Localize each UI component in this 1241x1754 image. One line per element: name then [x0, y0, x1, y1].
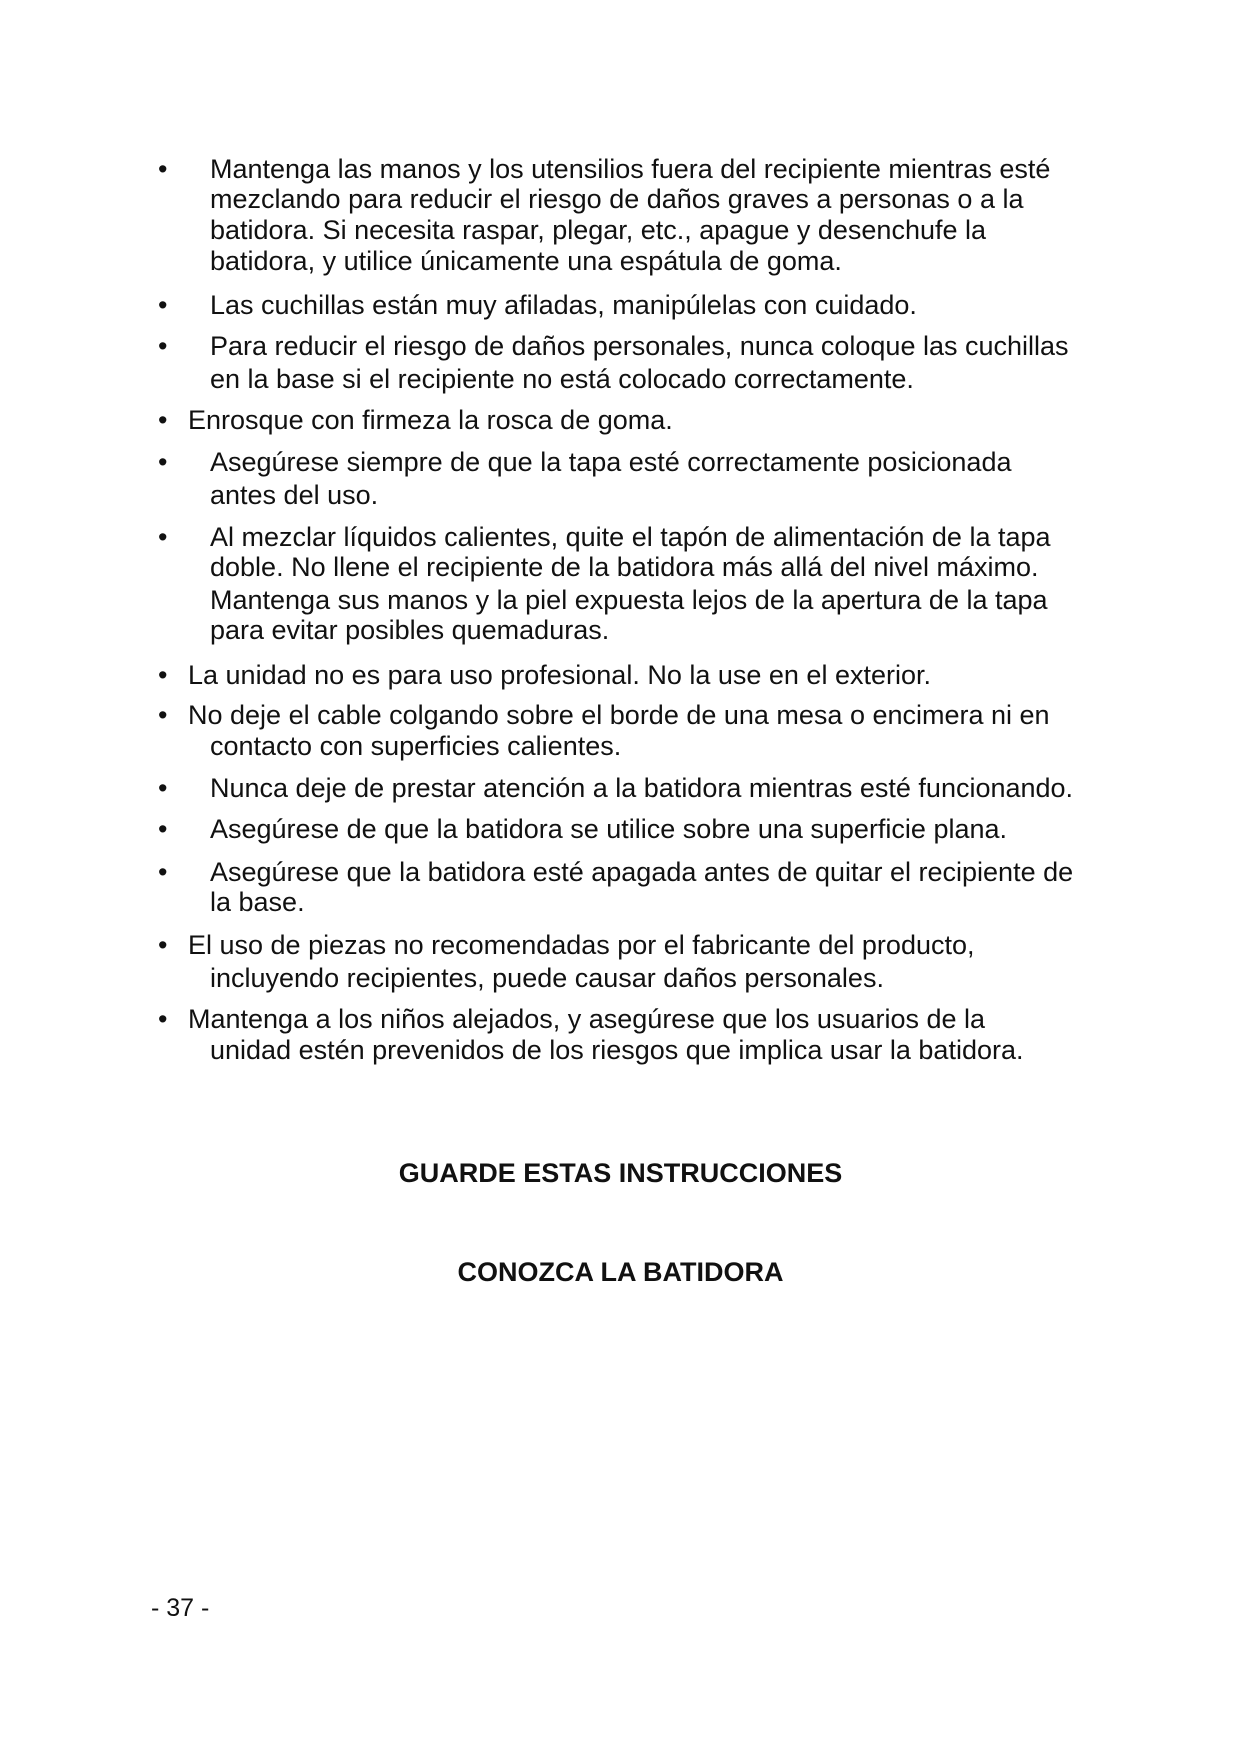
list-item-text: Las cuchillas están muy afiladas, manipúlelas con cuidado.: [210, 290, 917, 320]
save-instructions-heading: GUARDE ESTAS INSTRUCCIONES: [398, 1158, 843, 1188]
list-item-text: Para reducir el riesgo de daños personales, nunca coloque las cuchillas en la base si el recipiente no está colocado correctamente.: [210, 331, 1069, 394]
bullet-icon: •: [158, 331, 168, 361]
bullet-icon: •: [158, 773, 168, 803]
list-item-text: La unidad no es para uso profesional. No la use en el exterior.: [188, 660, 931, 690]
list-item-text: Mantenga las manos y los utensilios fuera del recipiente mientras esté mezclando para reducir el riesgo de daños graves a personas o a la batidora. Si necesita raspar, plegar, etc., apague y desenchufe la batidora, y utilice únicamente una espátula de goma.: [210, 154, 1051, 276]
bullet-icon: •: [158, 700, 168, 730]
bullet-icon: •: [158, 290, 168, 320]
list-item-text: Asegúrese de que la batidora se utilice sobre una superficie plana.: [210, 814, 1008, 844]
bullet-icon: •: [158, 447, 168, 477]
list-item-text: Asegúrese siempre de que la tapa esté correctamente posicionada antes del uso.: [210, 447, 1012, 510]
list-item-text: El uso de piezas no recomendadas por el fabricante del producto, incluyendo recipientes, puede causar daños personales.: [188, 930, 975, 993]
list-item-text: Asegúrese que la batidora esté apagada antes de quitar el recipiente de la base.: [210, 857, 1074, 917]
bullet-icon: •: [158, 814, 168, 844]
bullet-icon: •: [158, 154, 168, 184]
bullet-icon: •: [158, 1004, 168, 1034]
list-item-text: Enrosque con firmeza la rosca de goma.: [188, 405, 673, 435]
bullet-icon: •: [158, 522, 168, 552]
bullet-icon: •: [158, 405, 168, 435]
know-blender-heading: CONOZCA LA BATIDORA: [457, 1257, 784, 1287]
list-item-text: Nunca deje de prestar atención a la batidora mientras esté funcionando.: [210, 773, 1074, 803]
bullet-icon: •: [158, 930, 168, 960]
bullet-icon: •: [158, 857, 168, 887]
list-item-text: No deje el cable colgando sobre el borde de una mesa o encimera ni en contacto con superficies calientes.: [188, 700, 1050, 761]
list-item-text: Al mezclar líquidos calientes, quite el tapón de alimentación de la tapa doble. No llene el recipiente de la batidora más allá del nivel máximo. Mantenga sus manos y la piel expuesta lejos de la apertura de la tapa para evitar posibles quemaduras.: [210, 522, 1051, 645]
bullet-icon: •: [158, 660, 168, 690]
page-number: - 37 -: [151, 1594, 210, 1622]
list-item-text: Mantenga a los niños alejados, y asegúrese que los usuarios de la unidad estén prevenidos de los riesgos que implica usar la batidora.: [188, 1004, 1024, 1065]
